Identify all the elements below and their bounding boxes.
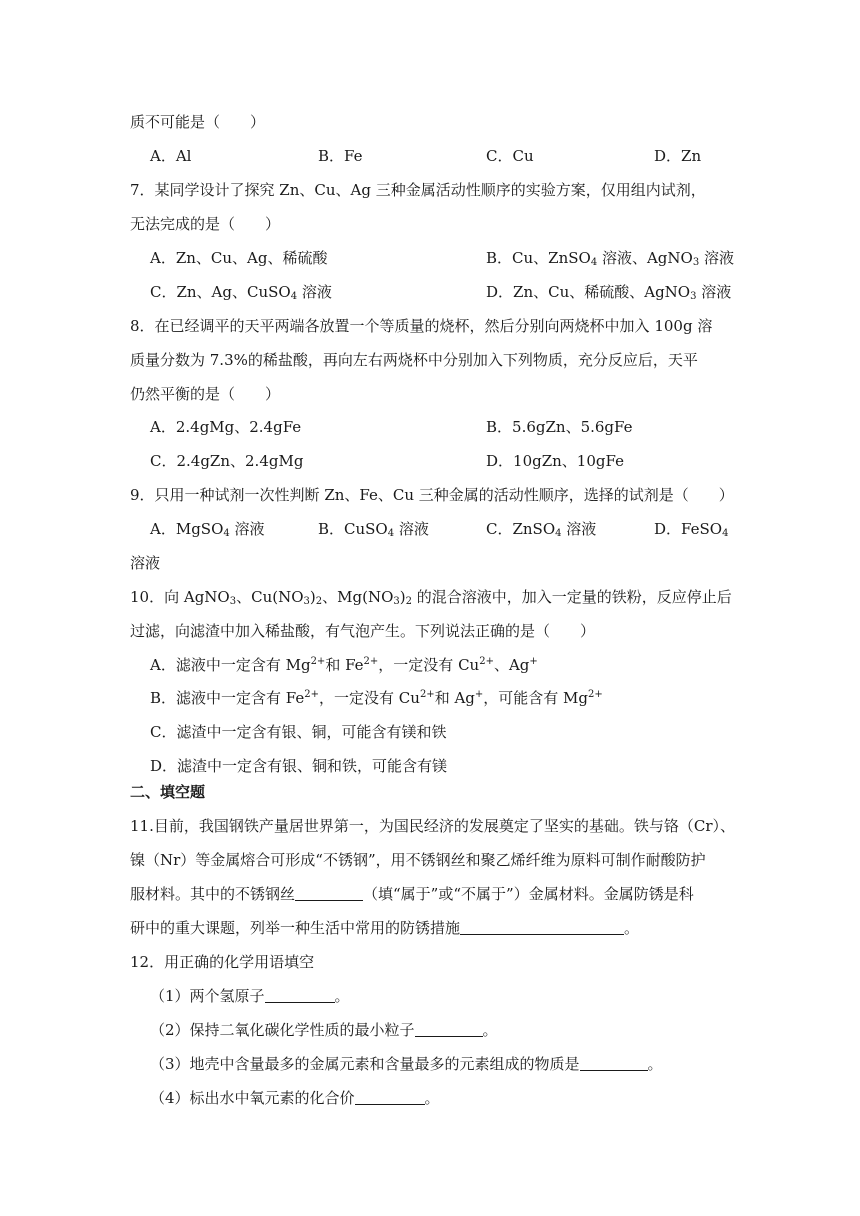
- q11-line3: 服材料。其中的不锈钢丝 （填“属于”或“不属于”）金属材料。金属防锈是科: [130, 885, 694, 903]
- q7-stem-line2: 无法完成的是（ ）: [130, 215, 281, 233]
- q12-part-1: （1）两个氢原子 。: [150, 987, 350, 1005]
- q7-option-b: B．Cu、ZnSO$_4$ 溶液、AgNO$_3$ 溶液: [486, 249, 734, 268]
- q6-option-a: A．Al: [150, 147, 192, 165]
- q7-option-d: D．Zn、Cu、稀硫酸、AgNO$_3$ 溶液: [486, 283, 732, 302]
- q8-stem-line1: 8．在已经调平的天平两端各放置一个等质量的烧杯，然后分别向两烧杯中加入 100g 溶: [130, 317, 713, 335]
- q8-option-a: A．2.4gMg、2.4gFe: [150, 418, 302, 436]
- answer-blank-3[interactable]: [265, 986, 335, 1003]
- section-heading: 二、填空题: [130, 783, 206, 801]
- q8-option-c: C．2.4gZn、2.4gMg: [150, 452, 304, 470]
- q9-option-d: D．FeSO$_4$: [654, 520, 729, 539]
- q7-option-a: A．Zn、Cu、Ag、稀硫酸: [150, 249, 328, 267]
- answer-blank-1[interactable]: [295, 884, 363, 901]
- answer-blank-4[interactable]: [415, 1020, 483, 1037]
- q7-stem-line1: 7．某同学设计了探究 Zn、Cu、Ag 三种金属活动性顺序的实验方案，仅用组内试剂，: [130, 181, 706, 199]
- q9-option-c: C．ZnSO$_4$ 溶液: [486, 520, 597, 539]
- q9-option-d-wrap: 溶液: [130, 554, 161, 572]
- q10-option-c: C．滤渣中一定含有银、铜，可能含有镁和铁: [150, 723, 447, 741]
- q10-stem-line1: 10．向 AgNO$_3$、$Cu(NO_3)_2$、$Mg(NO_3)_2$ 的混合溶液中，加入一定量的铁粉，反应停止后: [130, 588, 732, 607]
- answer-blank-5[interactable]: [580, 1054, 648, 1071]
- q12-part-2: （2）保持二氧化碳化学性质的最小粒子 。: [150, 1021, 498, 1039]
- q11-line1: 11.目前，我国钢铁产量居世界第一，为国民经济的发展奠定了坚实的基础。铁与铬（Cr）、: [130, 817, 736, 835]
- q10-stem-line2: 过滤，向滤渣中加入稀盐酸，有气泡产生。下列说法正确的是（ ）: [130, 622, 596, 640]
- answer-blank-6[interactable]: [355, 1088, 425, 1105]
- q12-part-4: （4）标出水中氧元素的化合价 。: [150, 1089, 440, 1107]
- q6-stem-tail: 质不可能是（ ）: [130, 113, 266, 131]
- answer-blank-2[interactable]: [460, 918, 624, 935]
- q10-option-b: B．滤液中一定含有 $Fe^{2+}$，一定没有 $Cu^{2+}$和 Ag+，可能含有 $Mg^{2+}$: [150, 689, 603, 707]
- q8-option-d: D．10gZn、10gFe: [486, 452, 624, 470]
- q6-option-d: D．Zn: [654, 147, 702, 165]
- q9-option-a: A．MgSO$_4$ 溶液: [150, 520, 265, 539]
- q9-option-b: B．CuSO$_4$ 溶液: [318, 520, 429, 539]
- q10-option-a: A．滤液中一定含有 $Mg^{2+}$和 $Fe^{2+}$，一定没有 $Cu^{2+}$、Ag+: [150, 656, 538, 674]
- q9-stem: 9．只用一种试剂一次性判断 Zn、Fe、Cu 三种金属的活动性顺序，选择的试剂是（ ）: [130, 486, 734, 504]
- q12-part-3: （3）地壳中含量最多的金属元素和含量最多的元素组成的物质是 。: [150, 1055, 663, 1073]
- q12-stem: 12．用正确的化学用语填空: [130, 953, 315, 971]
- q10-option-d: D．滤渣中一定含有银、铜和铁，可能含有镁: [150, 757, 448, 775]
- q6-option-b: B．Fe: [318, 147, 363, 165]
- q8-stem-line3: 仍然平衡的是（ ）: [130, 385, 281, 403]
- q8-option-b: B．5.6gZn、5.6gFe: [486, 418, 633, 436]
- q6-option-c: C．Cu: [486, 147, 534, 165]
- q8-stem-line2: 质量分数为 7.3%的稀盐酸，再向左右两烧杯中分别加入下列物质，充分反应后，天平: [130, 351, 698, 369]
- q7-option-c: C．Zn、Ag、CuSO$_4$ 溶液: [150, 283, 332, 302]
- q11-line4: 研中的重大课题，列举一种生活中常用的防锈措施 。: [130, 919, 640, 937]
- q11-line2: 镍（Nr）等金属熔合可形成“不锈钢”，用不锈钢丝和聚乙烯纤维为原料可制作耐酸防护: [130, 851, 706, 869]
